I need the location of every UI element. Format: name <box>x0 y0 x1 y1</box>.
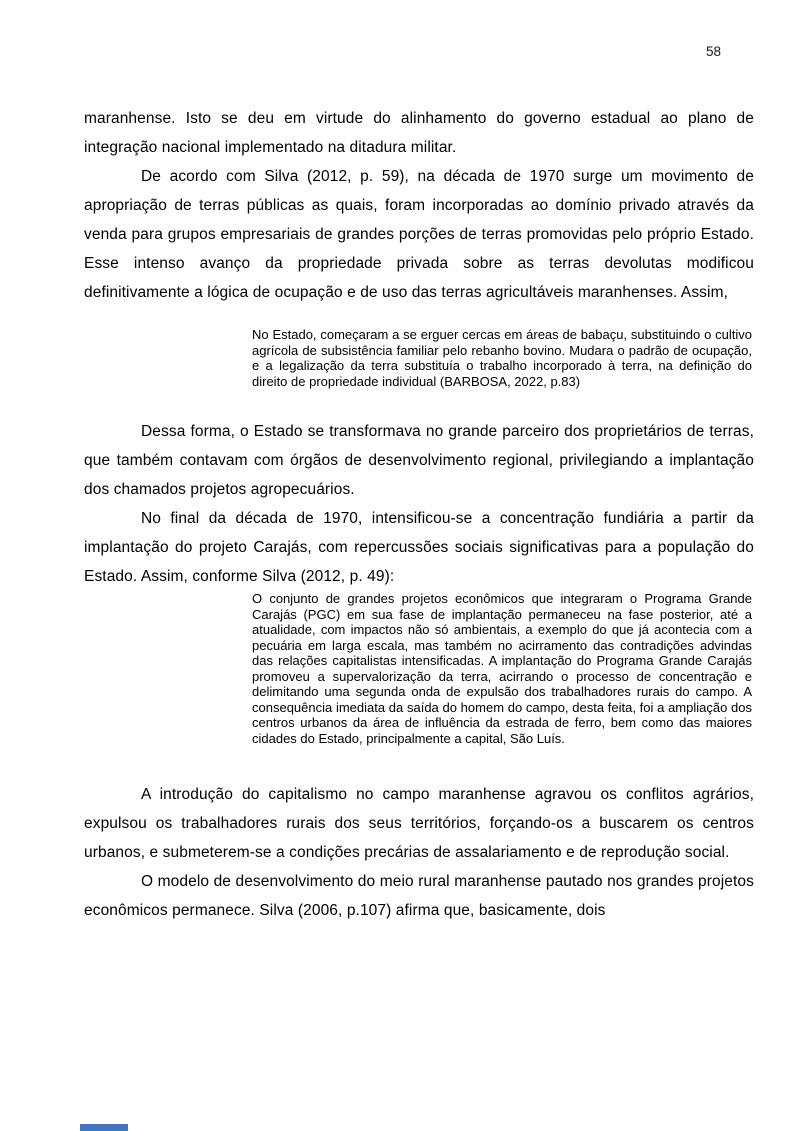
paragraph-modelo-desenvolvimento: O modelo de desenvolvimento do meio rural maranhense pautado nos grandes projetos econômicos permanece. Silva (2006, p.107) afirma que, basicamente, dois <box>84 873 754 919</box>
block-quote-silva-2012-49: O conjunto de grandes projetos econômicos que integraram o Programa Grande Carajás (PGC) em sua fase de implantação permaneceu na fase posterior, até a atualidade, com impactos não só ambientais, a exemplo do que já acontecia com a pecuária em larga escala, mas também no acirramento das contradições advindas das relações capitalistas intensificadas. A implantação do Programa Grande Carajás promoveu a supervalorização da terra, acirrando o processo de concentração e delimitando uma segunda onda de expulsão dos trabalhadores rurais do campo. A consequência imediata da saída do homem do campo, desta feita, foi a ampliação dos centros urbanos da área de influência da estrada de ferro, bem como das maiores cidades do Estado, principalmente a capital, São Luís. <box>252 591 752 746</box>
paragraph-introducao-capitalismo: A introdução do capitalismo no campo maranhense agravou os conflitos agrários, expulsou os trabalhadores rurais dos seus territórios, forçando-os a buscarem os centros urbanos, e submeterem-se a condições precárias de assalariamento e de reprodução social. <box>84 786 754 861</box>
paragraph-silva-2012-59: De acordo com Silva (2012, p. 59), na década de 1970 surge um movimento de apropriação de terras públicas as quais, foram incorporadas ao domínio privado através da venda para grupos empresariais de grandes porções de terras promovidas pelo próprio Estado. Esse intenso avanço da propriedade privada sobre as terras devolutas modificou definitivamente a lógica de ocupação e de uso das terras agricultáveis maranhenses. Assim, <box>84 168 754 301</box>
page-bottom-blue-bar <box>80 1124 128 1131</box>
block-quote-barbosa-2022: No Estado, começaram a se erguer cercas em áreas de babaçu, substituindo o cultivo agrícola de subsistência familiar pelo rebanho bovino. Mudara o padrão de ocupação, e a legalização da terra substituía o trabalho incorporado à terra, na definição do direito de propriedade individual (BARBOSA, 2022, p.83) <box>252 327 752 389</box>
paragraph-continuation: maranhense. Isto se deu em virtude do alinhamento do governo estadual ao plano de integração nacional implementado na ditadura militar. <box>84 110 754 156</box>
paragraph-final-decada-1970: No final da década de 1970, intensificou-se a concentração fundiária a partir da implantação do projeto Carajás, com repercussões sociais significativas para a população do Estado. Assim, conforme Silva (2012, p. 49): <box>84 510 754 585</box>
page-number: 58 <box>705 44 721 59</box>
paragraph-dessa-forma: Dessa forma, o Estado se transformava no grande parceiro dos proprietários de terras, que também contavam com órgãos de desenvolvimento regional, privilegiando a implantação dos chamados projetos agropecuários. <box>84 423 754 498</box>
page-body-text <box>84 104 754 925</box>
